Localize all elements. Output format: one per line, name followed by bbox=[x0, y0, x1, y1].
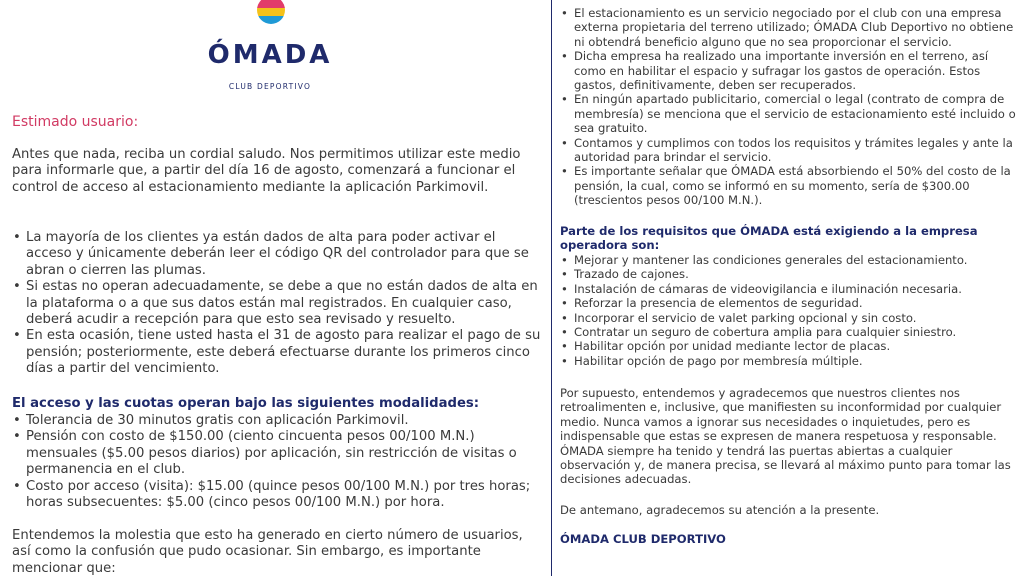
fees-heading: El acceso y las cuotas operan bajo las siguientes modalidades: bbox=[12, 396, 480, 411]
list-item: • Incorporar el servicio de valet parking opcional y sin costo. bbox=[560, 311, 1022, 325]
signature: ÓMADA CLUB DEPORTIVO bbox=[560, 532, 726, 546]
fees-bullet-list bbox=[12, 413, 542, 511]
omada-logo-mark-icon bbox=[257, 0, 285, 24]
info-bullet-list bbox=[12, 230, 542, 378]
list-item: • Dicha empresa ha realizado una importante inversión en el terreno, así como en habilitar el espacio y sufragar los gastos de operación. Estos gastos, definitivamente, deben ser recuperados. bbox=[560, 49, 1022, 92]
list-item: • Contratar un seguro de cobertura amplia para cualquier siniestro. bbox=[560, 325, 1022, 339]
page-divider bbox=[551, 0, 552, 576]
list-item: • Reforzar la presencia de elementos de seguridad. bbox=[560, 296, 1022, 310]
list-item: • Si estas no operan adecuadamente, se debe a que no están dados de alta en la plataforma o a que sus datos están mal registrados. En cualquier caso, deberá acudir a recepción para que esto sea revisado y resuelto. bbox=[12, 279, 542, 328]
list-item: • En esta ocasión, tiene usted hasta el 31 de agosto para realizar el pago de su pensión; posteriormente, este deberá efectuarse durante los primeros cinco días a partir del vencimiento. bbox=[12, 328, 542, 377]
list-item: • Trazado de cajones. bbox=[560, 267, 1022, 281]
right-page bbox=[556, 0, 1024, 576]
requirements-list bbox=[560, 253, 1022, 368]
list-item: • Instalación de cámaras de videovigilancia e iluminación necesaria. bbox=[560, 282, 1022, 296]
greeting: Estimado usuario: bbox=[12, 114, 139, 130]
list-item: • Habilitar opción por unidad mediante lector de placas. bbox=[560, 339, 1022, 353]
list-item: • El estacionamiento es un servicio negociado por el club con una empresa externa propietaria del terreno utilizado; ÓMADA Club Deportivo no obtiene ni obtendrá beneficio alguno que no sea proporcionar el servicio. bbox=[560, 6, 1022, 49]
list-item: • Pensión con costo de $150.00 (ciento cincuenta pesos 00/100 M.N.) mensuales ($5.00 pesos diarios) por aplicación, sin restricción de visitas o permanencia en el club. bbox=[12, 429, 542, 478]
list-item: • En ningún apartado publicitario, comercial o legal (contrato de compra de membresía) se menciona que el servicio de estacionamiento esté incluido o sea gratuito. bbox=[560, 92, 1022, 135]
closing-paragraph: Entendemos la molestia que esto ha generado en cierto número de usuarios, así como la confusión que pudo ocasionar. Sin embargo, es importante mencionar que: bbox=[12, 528, 523, 576]
list-item: • Mejorar y mantener las condiciones generales del estacionamiento. bbox=[560, 253, 1022, 267]
requirements-heading: Parte de los requisitos que ÓMADA está exigiendo a la empresa operadora son: bbox=[560, 224, 978, 253]
logo-wordmark: ÓMADA bbox=[207, 40, 333, 70]
list-item: • Contamos y cumplimos con todos los requisitos y trámites legales y ante la autoridad para brindar el servicio. bbox=[560, 136, 1022, 165]
list-item: • Tolerancia de 30 minutos gratis con aplicación Parkimovil. bbox=[12, 413, 542, 429]
list-item: • Es importante señalar que ÓMADA está absorbiendo el 50% del costo de la pensión, la cual, como se informó en su momento, sería de $300.00 (trescientos pesos 00/100 M.N.). bbox=[560, 164, 1022, 207]
intro-paragraph: Antes que nada, reciba un cordial saludo. Nos permitimos utilizar este medio para informarle que, a partir del día 16 de agosto, comenzará a funcionar el control de acceso al estacionamiento mediante la aplicación Parkimovil. bbox=[12, 147, 521, 195]
thanks-paragraph: De antemano, agradecemos su atención a la presente. bbox=[560, 503, 880, 517]
list-item: • Costo por acceso (visita): $15.00 (quince pesos 00/100 M.N.) por tres horas; horas subsecuentes: $5.00 (cinco pesos 00/100 M.N.) por hora. bbox=[12, 479, 542, 512]
feedback-paragraph: Por supuesto, entendemos y agradecemos que nuestros clientes nos retroalimenten e, inclusive, que manifiesten su inconformidad por cualquier medio. Nunca vamos a ignorar sus necesidades o inquietudes, pero es indispensable que estas se expresen de manera respetuosa y responsable. ÓMADA siempre ha tenido y tendrá las puertas abiertas a cualquier observación y, de manera precisa, se llevará al máximo punto para tomar las decisiones adecuadas. bbox=[560, 386, 1011, 487]
list-item: • La mayoría de los clientes ya están dados de alta para poder activar el acceso y únicamente deberán leer el código QR del controlador para que se abran o cierren las plumas. bbox=[12, 230, 542, 279]
logo-subtitle: CLUB DEPORTIVO bbox=[228, 82, 312, 91]
facts-bullet-list bbox=[560, 6, 1022, 208]
list-item: • Habilitar opción de pago por membresía múltiple. bbox=[560, 354, 1022, 368]
